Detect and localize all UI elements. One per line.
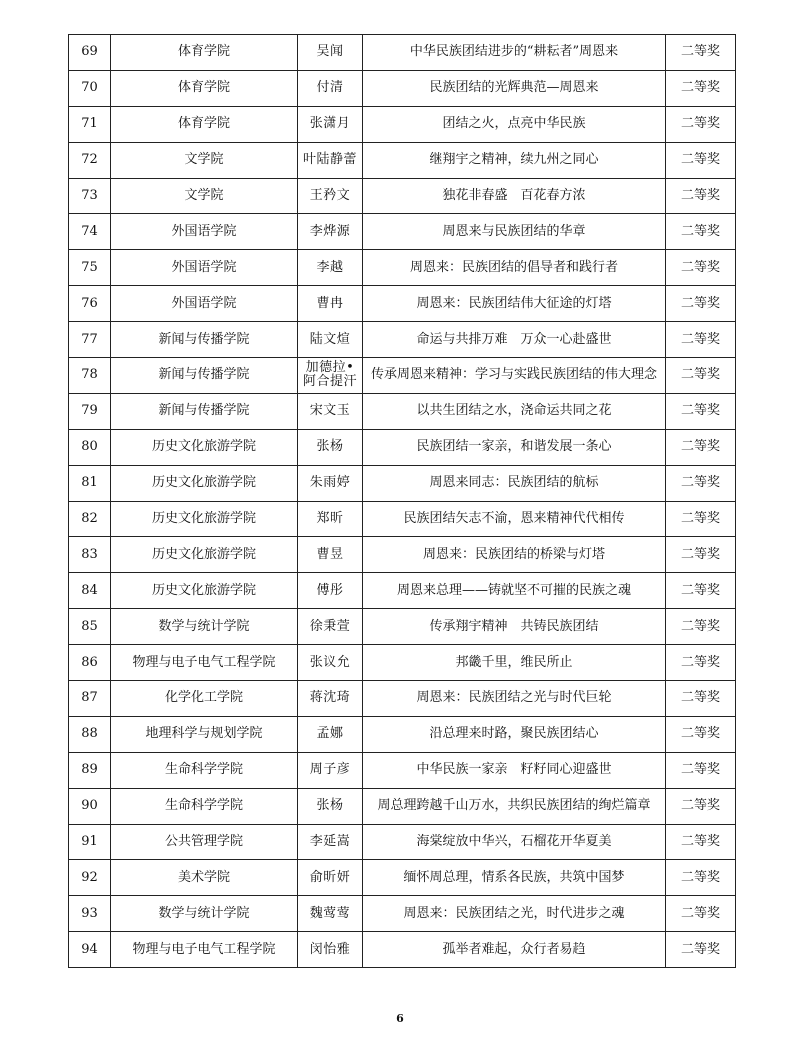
college-cell: 体育学院 <box>111 35 298 71</box>
entry-title-cell: 民族团结的光辉典范—周恩来 <box>363 70 666 106</box>
student-name-cell: 李延嵩 <box>298 824 363 860</box>
prize-cell: 二等奖 <box>666 286 736 322</box>
table-row <box>69 465 736 501</box>
row-number-cell: 71 <box>69 106 111 142</box>
entry-title-cell: 周恩来：民族团结伟大征途的灯塔 <box>363 286 666 322</box>
entry-title-cell: 周恩来与民族团结的华章 <box>363 214 666 250</box>
college-cell: 新闻与传播学院 <box>111 358 298 394</box>
college-cell: 体育学院 <box>111 106 298 142</box>
entry-title-cell: 传承周恩来精神：学习与实践民族团结的伟大理念 <box>363 358 666 394</box>
row-number-cell: 75 <box>69 250 111 286</box>
table-row <box>69 501 736 537</box>
table-row <box>69 178 736 214</box>
table-row <box>69 824 736 860</box>
table-row <box>69 896 736 932</box>
entry-title-cell: 周恩来总理——铸就坚不可摧的民族之魂 <box>363 573 666 609</box>
row-number-cell: 93 <box>69 896 111 932</box>
row-number-cell: 88 <box>69 716 111 752</box>
prize-cell: 二等奖 <box>666 716 736 752</box>
prize-cell: 二等奖 <box>666 752 736 788</box>
table-row <box>69 70 736 106</box>
table-row <box>69 537 736 573</box>
college-cell: 外国语学院 <box>111 250 298 286</box>
row-number-cell: 81 <box>69 465 111 501</box>
college-cell: 历史文化旅游学院 <box>111 537 298 573</box>
prize-cell: 二等奖 <box>666 573 736 609</box>
student-name-cell: 郑昕 <box>298 501 363 537</box>
student-name-cell: 张杨 <box>298 429 363 465</box>
prize-cell: 二等奖 <box>666 537 736 573</box>
row-number-cell: 69 <box>69 35 111 71</box>
table-row <box>69 716 736 752</box>
student-name-cell: 付清 <box>298 70 363 106</box>
student-name-cell: 周子彦 <box>298 752 363 788</box>
prize-cell: 二等奖 <box>666 322 736 358</box>
prize-cell: 二等奖 <box>666 429 736 465</box>
entry-title-cell: 周恩来：民族团结的倡导者和践行者 <box>363 250 666 286</box>
student-name-cell: 曹冉 <box>298 286 363 322</box>
college-cell: 历史文化旅游学院 <box>111 429 298 465</box>
row-number-cell: 70 <box>69 70 111 106</box>
student-name-cell: 加德拉•阿合提汗 <box>298 358 363 394</box>
table-row <box>69 860 736 896</box>
row-number-cell: 92 <box>69 860 111 896</box>
row-number-cell: 83 <box>69 537 111 573</box>
college-cell: 数学与统计学院 <box>111 609 298 645</box>
entry-title-cell: 沿总理来时路，聚民族团结心 <box>363 716 666 752</box>
table-row <box>69 214 736 250</box>
prize-cell: 二等奖 <box>666 35 736 71</box>
college-cell: 外国语学院 <box>111 214 298 250</box>
entry-title-cell: 孤举者难起，众行者易趋 <box>363 932 666 968</box>
table-row <box>69 286 736 322</box>
prize-cell: 二等奖 <box>666 214 736 250</box>
row-number-cell: 90 <box>69 788 111 824</box>
entry-title-cell: 命运与共排万难 万众一心赴盛世 <box>363 322 666 358</box>
awards-table-body <box>69 35 736 968</box>
table-row <box>69 788 736 824</box>
student-name-cell: 闵怡雅 <box>298 932 363 968</box>
row-number-cell: 77 <box>69 322 111 358</box>
prize-cell: 二等奖 <box>666 824 736 860</box>
prize-cell: 二等奖 <box>666 178 736 214</box>
student-name-cell: 张潇月 <box>298 106 363 142</box>
student-name-cell: 孟娜 <box>298 716 363 752</box>
student-name-cell: 徐秉萱 <box>298 609 363 645</box>
college-cell: 物理与电子电气工程学院 <box>111 645 298 681</box>
table-row <box>69 35 736 71</box>
entry-title-cell: 邦畿千里，维民所止 <box>363 645 666 681</box>
student-name-cell: 宋文玉 <box>298 393 363 429</box>
college-cell: 历史文化旅游学院 <box>111 501 298 537</box>
entry-title-cell: 以共生团结之水，浇命运共同之花 <box>363 393 666 429</box>
prize-cell: 二等奖 <box>666 393 736 429</box>
row-number-cell: 85 <box>69 609 111 645</box>
entry-title-cell: 民族团结矢志不渝，恩来精神代代相传 <box>363 501 666 537</box>
entry-title-cell: 独花非春盛 百花春方浓 <box>363 178 666 214</box>
entry-title-cell: 团结之火，点亮中华民族 <box>363 106 666 142</box>
entry-title-cell: 周恩来：民族团结之光与时代巨轮 <box>363 681 666 717</box>
row-number-cell: 84 <box>69 573 111 609</box>
entry-title-cell: 海棠绽放中华兴，石榴花开华夏美 <box>363 824 666 860</box>
row-number-cell: 94 <box>69 932 111 968</box>
student-name-cell: 曹昱 <box>298 537 363 573</box>
table-row <box>69 358 736 394</box>
table-row <box>69 429 736 465</box>
entry-title-cell: 周恩来：民族团结之光，时代进步之魂 <box>363 896 666 932</box>
student-name-cell: 陆文煊 <box>298 322 363 358</box>
prize-cell: 二等奖 <box>666 860 736 896</box>
prize-cell: 二等奖 <box>666 896 736 932</box>
college-cell: 历史文化旅游学院 <box>111 573 298 609</box>
prize-cell: 二等奖 <box>666 142 736 178</box>
entry-title-cell: 周总理跨越千山万水，共织民族团结的绚烂篇章 <box>363 788 666 824</box>
college-cell: 美术学院 <box>111 860 298 896</box>
prize-cell: 二等奖 <box>666 788 736 824</box>
entry-title-cell: 中华民族团结进步的“耕耘者”周恩来 <box>363 35 666 71</box>
entry-title-cell: 传承翔宇精神 共铸民族团结 <box>363 609 666 645</box>
college-cell: 外国语学院 <box>111 286 298 322</box>
student-name-cell: 吴闻 <box>298 35 363 71</box>
college-cell: 物理与电子电气工程学院 <box>111 932 298 968</box>
student-name-cell: 王矜文 <box>298 178 363 214</box>
row-number-cell: 74 <box>69 214 111 250</box>
page-number: 6 <box>396 1012 404 1025</box>
student-name-cell: 蒋沈琦 <box>298 681 363 717</box>
prize-cell: 二等奖 <box>666 645 736 681</box>
student-name-cell: 叶陆静蕾 <box>298 142 363 178</box>
prize-cell: 二等奖 <box>666 932 736 968</box>
entry-title-cell: 中华民族一家亲 籽籽同心迎盛世 <box>363 752 666 788</box>
college-cell: 公共管理学院 <box>111 824 298 860</box>
table-row <box>69 106 736 142</box>
table-row <box>69 681 736 717</box>
entry-title-cell: 周恩来：民族团结的桥梁与灯塔 <box>363 537 666 573</box>
college-cell: 文学院 <box>111 142 298 178</box>
college-cell: 生命科学学院 <box>111 752 298 788</box>
table-row <box>69 645 736 681</box>
table-row <box>69 250 736 286</box>
student-name-cell: 朱雨婷 <box>298 465 363 501</box>
table-row <box>69 932 736 968</box>
row-number-cell: 73 <box>69 178 111 214</box>
row-number-cell: 87 <box>69 681 111 717</box>
student-name-cell: 张杨 <box>298 788 363 824</box>
row-number-cell: 79 <box>69 393 111 429</box>
entry-title-cell: 缅怀周总理，情系各民族，共筑中国梦 <box>363 860 666 896</box>
row-number-cell: 86 <box>69 645 111 681</box>
table-row <box>69 322 736 358</box>
table-row <box>69 393 736 429</box>
row-number-cell: 78 <box>69 358 111 394</box>
student-name-cell: 李烨源 <box>298 214 363 250</box>
college-cell: 新闻与传播学院 <box>111 322 298 358</box>
college-cell: 生命科学学院 <box>111 788 298 824</box>
student-name-cell: 李越 <box>298 250 363 286</box>
row-number-cell: 89 <box>69 752 111 788</box>
awards-table <box>68 34 736 968</box>
prize-cell: 二等奖 <box>666 358 736 394</box>
prize-cell: 二等奖 <box>666 70 736 106</box>
row-number-cell: 76 <box>69 286 111 322</box>
student-name-cell: 傅彤 <box>298 573 363 609</box>
prize-cell: 二等奖 <box>666 681 736 717</box>
college-cell: 新闻与传播学院 <box>111 393 298 429</box>
row-number-cell: 91 <box>69 824 111 860</box>
college-cell: 地理科学与规划学院 <box>111 716 298 752</box>
college-cell: 文学院 <box>111 178 298 214</box>
row-number-cell: 80 <box>69 429 111 465</box>
college-cell: 体育学院 <box>111 70 298 106</box>
college-cell: 历史文化旅游学院 <box>111 465 298 501</box>
row-number-cell: 72 <box>69 142 111 178</box>
prize-cell: 二等奖 <box>666 609 736 645</box>
college-cell: 化学化工学院 <box>111 681 298 717</box>
table-row <box>69 609 736 645</box>
prize-cell: 二等奖 <box>666 501 736 537</box>
entry-title-cell: 继翔宇之精神，续九州之同心 <box>363 142 666 178</box>
table-row <box>69 573 736 609</box>
student-name-cell: 俞昕妍 <box>298 860 363 896</box>
table-row <box>69 142 736 178</box>
prize-cell: 二等奖 <box>666 250 736 286</box>
student-name-cell: 魏莺莺 <box>298 896 363 932</box>
prize-cell: 二等奖 <box>666 465 736 501</box>
entry-title-cell: 民族团结一家亲，和谐发展一条心 <box>363 429 666 465</box>
table-row <box>69 752 736 788</box>
row-number-cell: 82 <box>69 501 111 537</box>
college-cell: 数学与统计学院 <box>111 896 298 932</box>
student-name-cell: 张议允 <box>298 645 363 681</box>
prize-cell: 二等奖 <box>666 106 736 142</box>
entry-title-cell: 周恩来同志：民族团结的航标 <box>363 465 666 501</box>
